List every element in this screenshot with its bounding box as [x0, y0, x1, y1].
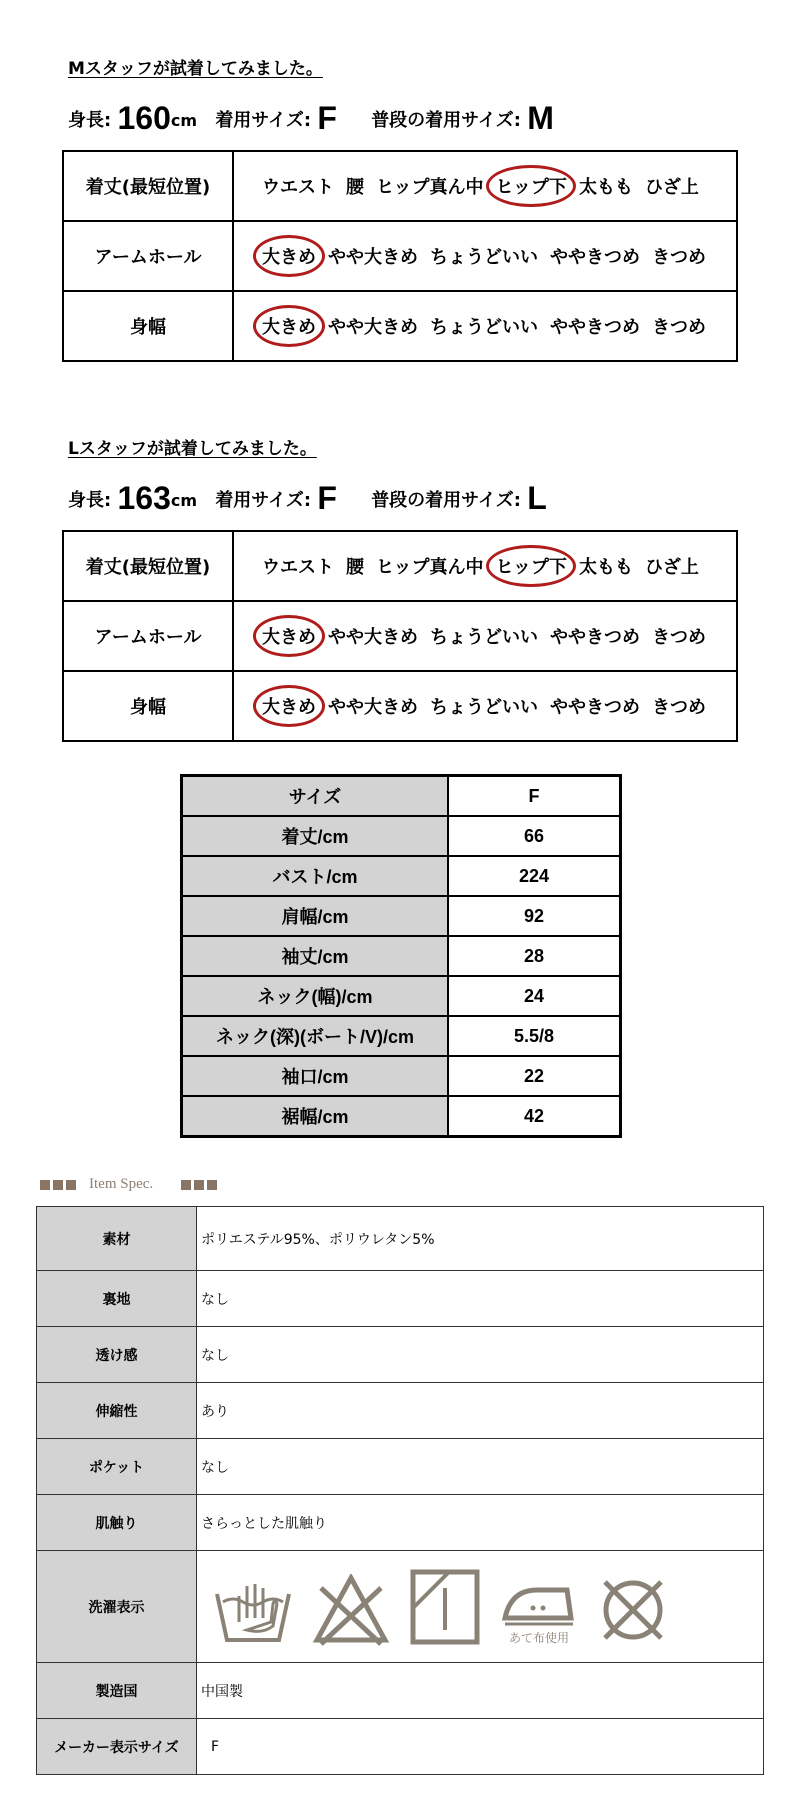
fit-option: ちょうどいい — [430, 627, 538, 648]
spec-row — [37, 1719, 764, 1775]
fit-row-options — [233, 151, 737, 221]
l-staff-title: Lスタッフが試着してみました。 — [68, 439, 317, 459]
drip-dry-shade-icon — [409, 1568, 481, 1646]
wear-size-value: F — [317, 100, 337, 136]
spec-value: なし — [197, 1271, 764, 1327]
fit-row-label: 身幅 — [63, 291, 233, 361]
spec-value: ポリエステル95%、ポリウレタン5% — [197, 1207, 764, 1271]
fit-option: 腰 — [346, 177, 364, 198]
height-value: 163 — [117, 480, 171, 516]
fit-option-selected: 大きめ — [262, 693, 316, 719]
spec-label: 製造国 — [37, 1663, 197, 1719]
size-row-value: 24 — [448, 976, 621, 1016]
size-row-label: 肩幅/cm — [182, 896, 449, 936]
size-row-value: 66 — [448, 816, 621, 856]
fit-row-label: 身幅 — [63, 671, 233, 741]
fit-option: ヒップ真ん中 — [376, 557, 484, 578]
spec-label: 肌触り — [37, 1495, 197, 1551]
fit-option-selected: ヒップ下 — [495, 553, 566, 579]
fit-row — [63, 221, 737, 291]
size-row-label: ネック(幅)/cm — [182, 976, 449, 1016]
fit-row — [63, 151, 737, 221]
fit-row — [63, 531, 737, 601]
size-header-value: F — [448, 776, 621, 817]
height-label: 身長: — [68, 110, 112, 131]
spec-label: ポケット — [37, 1439, 197, 1495]
fit-option: 太もも — [578, 177, 633, 198]
wear-size-value: F — [317, 480, 337, 516]
size-table-row — [182, 1056, 621, 1096]
fit-row-options — [233, 291, 737, 361]
decor-squares-left — [40, 1180, 79, 1190]
iron-caption: あて布使用 — [508, 1630, 570, 1645]
spec-row — [37, 1327, 764, 1383]
spec-label: 裏地 — [37, 1271, 197, 1327]
decor-squares-right — [181, 1180, 220, 1190]
fit-option: ややきつめ — [550, 317, 640, 338]
size-row-label: 袖口/cm — [182, 1056, 449, 1096]
fit-option: やや大きめ — [328, 697, 418, 718]
fit-row-label: 着丈(最短位置) — [63, 531, 233, 601]
m-staff-stats — [68, 100, 554, 137]
fit-row-label: アームホール — [63, 601, 233, 671]
size-table-header — [182, 776, 621, 817]
spec-row — [37, 1439, 764, 1495]
fit-row-options — [233, 531, 737, 601]
size-row-value: 5.5/8 — [448, 1016, 621, 1056]
wear-size-label: 着用サイズ: — [215, 110, 312, 131]
usual-size-value: L — [527, 480, 547, 516]
care-icons — [201, 1568, 762, 1646]
spec-value: F — [197, 1719, 764, 1775]
fit-option: ややきつめ — [550, 247, 640, 268]
height-unit: cm — [170, 111, 198, 130]
size-row-value: 224 — [448, 856, 621, 896]
care-icons-cell — [197, 1551, 764, 1663]
size-row-value: 92 — [448, 896, 621, 936]
fit-option: きつめ — [652, 697, 706, 718]
spec-row — [37, 1551, 764, 1663]
fit-option-selected: ヒップ下 — [495, 173, 566, 199]
spec-row — [37, 1383, 764, 1439]
fit-option: 太もも — [578, 557, 633, 578]
fit-option: ひざ上 — [644, 177, 699, 198]
spec-label: 洗濯表示 — [37, 1551, 197, 1663]
spec-row — [37, 1495, 764, 1551]
fit-option: ちょうどいい — [430, 317, 538, 338]
fit-option: やや大きめ — [328, 627, 418, 648]
no-bleach-icon — [313, 1574, 389, 1646]
fit-option: ウエスト — [262, 557, 334, 578]
spec-value: なし — [197, 1439, 764, 1495]
spec-label: メーカー表示サイズ — [37, 1719, 197, 1775]
no-tumble-dry-icon — [597, 1574, 669, 1646]
fit-option: ヒップ真ん中 — [376, 177, 484, 198]
fit-row-options — [233, 601, 737, 671]
spec-label: 伸縮性 — [37, 1383, 197, 1439]
size-table-row — [182, 896, 621, 936]
size-table-row — [182, 936, 621, 976]
fit-option: きつめ — [652, 317, 706, 338]
size-row-value: 28 — [448, 936, 621, 976]
fit-option: ウエスト — [262, 177, 334, 198]
spec-label: 素材 — [37, 1207, 197, 1271]
size-table-row — [182, 816, 621, 856]
spec-label: 透け感 — [37, 1327, 197, 1383]
fit-option: 腰 — [346, 557, 364, 578]
height-value: 160 — [117, 100, 171, 136]
l-staff-stats — [68, 480, 547, 517]
spec-value: さらっとした肌触り — [197, 1495, 764, 1551]
size-table-row — [182, 1096, 621, 1137]
size-table-row — [182, 1016, 621, 1056]
spec-value: なし — [197, 1327, 764, 1383]
l-staff-fit-table — [62, 530, 738, 742]
size-row-label: 袖丈/cm — [182, 936, 449, 976]
item-spec-title: Item Spec. — [89, 1176, 154, 1192]
fit-option: ややきつめ — [550, 697, 640, 718]
size-table — [180, 774, 622, 1138]
size-row-label: バスト/cm — [182, 856, 449, 896]
usual-size-value: M — [527, 100, 554, 136]
iron-with-cloth-icon — [501, 1570, 577, 1646]
fit-option: きつめ — [652, 247, 706, 268]
usual-size-label: 普段の着用サイズ: — [371, 110, 521, 131]
size-header-label: サイズ — [182, 776, 449, 817]
hand-wash-icon — [213, 1574, 293, 1646]
size-row-label: 裾幅/cm — [182, 1096, 449, 1137]
fit-option: きつめ — [652, 627, 706, 648]
size-row-label: ネック(深)(ボート/V)/cm — [182, 1016, 449, 1056]
size-row-label: 着丈/cm — [182, 816, 449, 856]
fit-option-selected: 大きめ — [262, 243, 316, 269]
fit-option: やや大きめ — [328, 247, 418, 268]
fit-option-selected: 大きめ — [262, 623, 316, 649]
height-unit: cm — [170, 491, 198, 510]
fit-option: ひざ上 — [644, 557, 699, 578]
fit-row — [63, 671, 737, 741]
spec-value: 中国製 — [197, 1663, 764, 1719]
spec-row — [37, 1663, 764, 1719]
m-staff-title: Mスタッフが試着してみました。 — [68, 59, 323, 79]
usual-size-label: 普段の着用サイズ: — [371, 490, 521, 511]
spec-value: あり — [197, 1383, 764, 1439]
size-table-row — [182, 856, 621, 896]
size-row-value: 22 — [448, 1056, 621, 1096]
fit-option-selected: 大きめ — [262, 313, 316, 339]
spec-row — [37, 1207, 764, 1271]
fit-row-options — [233, 221, 737, 291]
fit-option: ちょうどいい — [430, 247, 538, 268]
fit-row-options — [233, 671, 737, 741]
wear-size-label: 着用サイズ: — [215, 490, 312, 511]
fit-option: ややきつめ — [550, 627, 640, 648]
fit-option: ちょうどいい — [430, 697, 538, 718]
size-row-value: 42 — [448, 1096, 621, 1137]
size-table-row — [182, 976, 621, 1016]
fit-row-label: 着丈(最短位置) — [63, 151, 233, 221]
item-spec-heading — [40, 1176, 230, 1193]
fit-row-label: アームホール — [63, 221, 233, 291]
fit-row — [63, 601, 737, 671]
item-spec-table — [36, 1206, 764, 1775]
height-label: 身長: — [68, 490, 112, 511]
m-staff-fit-table — [62, 150, 738, 362]
fit-row — [63, 291, 737, 361]
spec-row — [37, 1271, 764, 1327]
fit-option: やや大きめ — [328, 317, 418, 338]
